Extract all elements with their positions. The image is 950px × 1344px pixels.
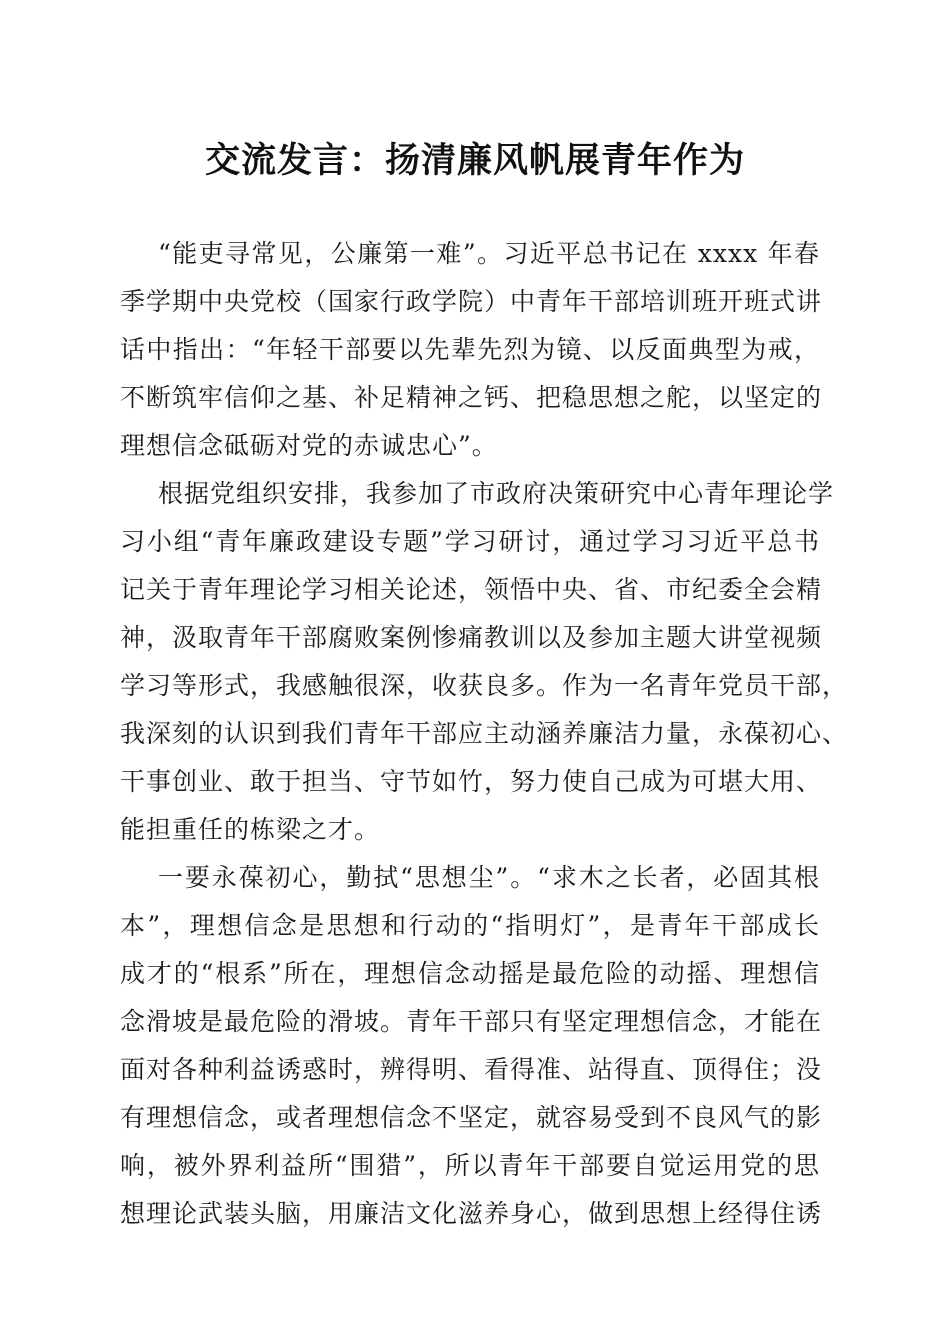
paragraph-line: 理想信念砥砺对党的赤诚忠心”。: [120, 431, 498, 460]
paragraph-line: 我深刻的认识到我们青年干部应主动涵养廉洁力量，永葆初心、: [120, 719, 849, 748]
paragraph-line: 学习等形式，我感触很深，收获良多。作为一名青年党员干部，: [120, 671, 849, 700]
paragraph-line: “能吏寻常见，公廉第一难”。习近平总书记在 xxxx 年春: [158, 239, 820, 268]
paragraph-line: 习小组“青年廉政建设专题”学习研讨，通过学习习近平总书: [120, 527, 820, 556]
paragraph-line: 季学期中央党校（国家行政学院）中青年干部培训班开班式讲: [120, 287, 823, 316]
paragraph-line: 干事创业、敢于担当、守节如竹，努力使自己成为可堪大用、: [120, 767, 823, 796]
document-title: 交流发言：扬清廉风帆展青年作为: [204, 140, 745, 181]
paragraph-line: 神，汲取青年干部腐败案例惨痛教训以及参加主题大讲堂视频: [120, 623, 823, 652]
paragraph-line: 想理论武装头脑，用廉洁文化滋养身心，做到思想上经得住诱: [120, 1199, 823, 1228]
paragraph-line: 响，被外界利益所“围猎”，所以青年干部要自觉运用党的思: [120, 1151, 820, 1180]
paragraph-line: 话中指出：“年轻干部要以先辈先烈为镜、以反面典型为戒，: [120, 335, 820, 364]
paragraph-1: [120, 230, 823, 470]
paragraph-2: [120, 470, 849, 854]
paragraph-line: 本”，理想信念是思想和行动的“指明灯”，是青年干部成长: [120, 911, 820, 940]
paragraph-line: 成才的“根系”所在，理想信念动摇是最危险的动摇、理想信: [120, 959, 820, 988]
paragraph-line: 念滑坡是最危险的滑坡。青年干部只有坚定理想信念，才能在: [120, 1007, 823, 1036]
paragraph-line: 不断筑牢信仰之基、补足精神之钙、把稳思想之舵，以坚定的: [120, 383, 823, 412]
paragraph-3: [120, 854, 823, 1238]
paragraph-line: 根据党组织安排，我参加了市政府决策研究中心青年理论学: [158, 479, 835, 508]
paragraph-line: 能担重任的栋梁之才。: [120, 815, 381, 844]
paragraph-line: 面对各种利益诱惑时，辨得明、看得准、站得直、顶得住；没: [120, 1055, 823, 1084]
paragraph-line: 一要永葆初心，勤拭“思想尘”。“求木之长者，必固其根: [158, 863, 820, 892]
document-body: [120, 230, 849, 1238]
paragraph-line: 记关于青年理论学习相关论述，领悟中央、省、市纪委全会精: [120, 575, 823, 604]
paragraph-line: 有理想信念，或者理想信念不坚定，就容易受到不良风气的影: [120, 1103, 823, 1132]
